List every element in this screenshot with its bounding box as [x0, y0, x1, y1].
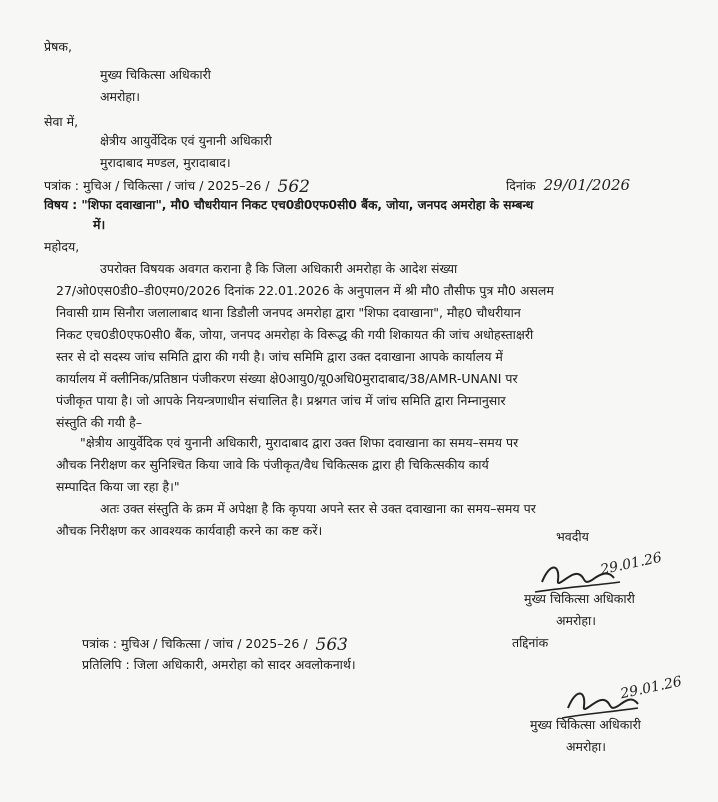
body-line: पंजीकृत पाया है। जो आपके नियन्त्रणाधीन संचालित है। प्रश्नगत जांच में जांच समिति द्वारा निम्नानुसार: [56, 393, 506, 408]
copy-to: प्रतिलिपि : जिला अधिकारी, अमरोहा को सादर अवलोकनार्थ।: [82, 657, 356, 672]
signature-1-place: अमरोहा।: [556, 613, 596, 628]
subject-line-1: विषय : "शिफा दवाखाना", मौ0 चौधरीयान निकट एच0डी0एफ0सी0 बैंक, जोया, जनपद अमरोहा के सम्बन्ध: [44, 198, 534, 212]
signature-1-date: 29.01.26: [599, 549, 664, 579]
sender-place: अमरोहा।: [100, 89, 140, 104]
letter-date: [506, 176, 630, 195]
signature-1-title: मुख्य चिकित्सा अधिकारी: [524, 591, 635, 606]
date-label: दिनांक: [506, 178, 536, 193]
letter-number-2-prefix: पत्रांक : मुचिअ / चिकित्सा / जांच / 2025–26 /: [82, 636, 308, 651]
tad-dinank: तद्दिनांक: [512, 635, 549, 650]
sender-title: मुख्य चिकित्सा अधिकारी: [100, 67, 211, 82]
body-line: निवासी ग्राम सिनौरा जलालाबाद थाना डिडौली जनपद अमरोहा द्वारा "शिफा दवाखाना", मौह0 चौधरीयान: [56, 305, 521, 320]
body-paragraph: [56, 258, 652, 434]
letter-number: [44, 176, 310, 195]
letter-number-handwritten: 562: [277, 177, 310, 197]
quote-line: "क्षेत्रीय आयुर्वेदिक एवं युनानी अधिकारी, मुरादाबाद द्वारा उक्त शिफा दवाखाना का समय–समय पर: [80, 435, 519, 450]
closing-line: अतः उक्त संस्तुति के क्रम में अपेक्षा है कि कृपया अपने स्तर से उक्त दवाखाना का समय–समय पर: [100, 501, 536, 516]
body-line: 27/ओ0एस0डी0–डी0एम0/2026 दिनांक 22.01.2026 के अनुपालन में श्री मौ0 तौसीफ पुत्र मौ0 असलम: [56, 283, 554, 298]
salutation: महोदय,: [44, 239, 80, 254]
signature-2-title: मुख्य चिकित्सा अधिकारी: [530, 717, 641, 732]
signature-2-place: अमरोहा।: [566, 739, 606, 754]
letter-number-2-handwritten: 563: [315, 635, 348, 655]
valediction: भवदीय: [556, 529, 589, 544]
body-line: कार्यालय में क्लीनिक/प्रतिष्ठान पंजीकरण संख्या क्षे0आयु0/यू0अधि0मुरादाबाद/38/AMR-UNANI पर: [56, 371, 518, 386]
recipient-place: मुरादाबाद मण्डल, मुरादाबाद।: [100, 155, 231, 170]
letter-number-2: [82, 634, 348, 653]
body-line: उपरोक्त विषयक अवगत कराना है कि जिला अधिकारी अमरोहा के आदेश संख्या: [100, 261, 458, 276]
letter-number-prefix: पत्रांक : मुचिअ / चिकित्सा / जांच / 2025–26 /: [44, 178, 270, 193]
quote-line: सम्पादित किया जा रहा है।": [56, 479, 180, 494]
closing-line: औचक निरीक्षण कर आवश्यक कार्यवाही करने का कष्ट करें।: [56, 523, 323, 538]
subject-line-2: में।: [93, 217, 106, 232]
to-label: सेवा में,: [44, 114, 79, 129]
quote-line: औचक निरीक्षण कर सुनिश्चित किया जावे कि पंजीकृत/वैध चिकित्सक द्वारा ही चिकित्सकीय कार्य: [56, 457, 489, 472]
quote-paragraph: [56, 432, 652, 498]
signature-2-date: 29.01.26: [619, 673, 684, 703]
body-line: निकट एच0डी0एफ0सी0 बैंक, जोया, जनपद अमरोहा के विरूद्ध की गयी शिकायत की जांच अधोहस्ताक्षरी: [56, 327, 534, 342]
body-line: स्तर से दो सदस्य जांच समिति द्वारा की गयी है। जांच समिमि द्वारा उक्त दवाखाना आपके कार्यालय में: [56, 349, 503, 364]
sender-label: प्रेषक,: [44, 39, 72, 54]
date-value: 29/01/2026: [543, 176, 631, 194]
body-line: संस्तुति की गयी है–: [56, 415, 142, 430]
recipient-title: क्षेत्रीय आयुर्वेदिक एवं युनानी अधिकारी: [100, 133, 272, 148]
